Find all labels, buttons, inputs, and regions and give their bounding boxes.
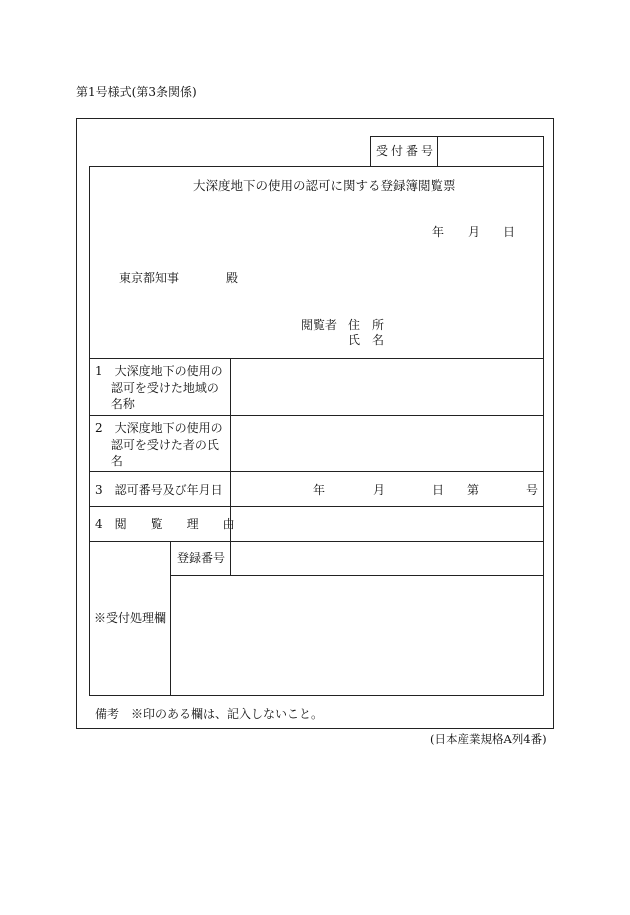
reception-number-label: 受付番号 [376,144,437,158]
row3-number-suffix: 号 [526,483,539,497]
applicant-address-label: 住 所 [348,318,385,332]
row1-label [95,363,223,413]
row2-label-line: 2 大深度地下の使用の [95,421,223,435]
row2-label [95,420,223,470]
row1-label-line: 名称 [95,397,135,411]
row1-label-line: 認可を受けた地域の [95,380,219,395]
form-number: 第1号様式(第3条関係) [76,85,197,99]
row4-label: 4 閲 覧 理 由 [95,517,235,531]
date-year: 年 [432,225,445,239]
registration-number-field[interactable] [231,542,543,575]
row3-year: 年 [313,483,326,497]
row2-value-field[interactable] [231,416,543,471]
processing-area[interactable] [171,576,543,695]
row1-label-line: 1 大深度地下の使用の [95,364,223,378]
addressee-governor: 東京都知事 [119,271,180,285]
row3-label: 3 認可番号及び年月日 [95,483,223,497]
row4-value-field[interactable] [231,507,543,541]
form-title: 大深度地下の使用の認可に関する登録簿閲覧票 [193,178,456,193]
applicant-name-label: 氏 名 [348,333,385,347]
remarks: 備考 ※印のある欄は、記入しないこと。 [95,707,324,721]
date-day: 日 [503,225,516,239]
row3-month: 月 [373,483,386,497]
applicant-label: 閲覧者 [301,318,338,332]
row2-label-line: 名 [95,454,123,468]
row2-label-line: 認可を受けた者の氏 [95,437,219,452]
date-month: 月 [468,225,481,239]
registration-number-label: 登録番号 [177,551,226,565]
processing-label: ※受付処理欄 [94,611,167,625]
row3-day: 日 [432,483,445,497]
row1-value-field[interactable] [231,359,543,415]
paper-size-note: (日本産業規格A列4番) [430,732,547,746]
row3-number-prefix: 第 [467,483,480,497]
rule-after-row2 [89,471,544,472]
addressee-honorific: 殿 [226,271,239,285]
reception-number-field[interactable] [438,137,543,166]
